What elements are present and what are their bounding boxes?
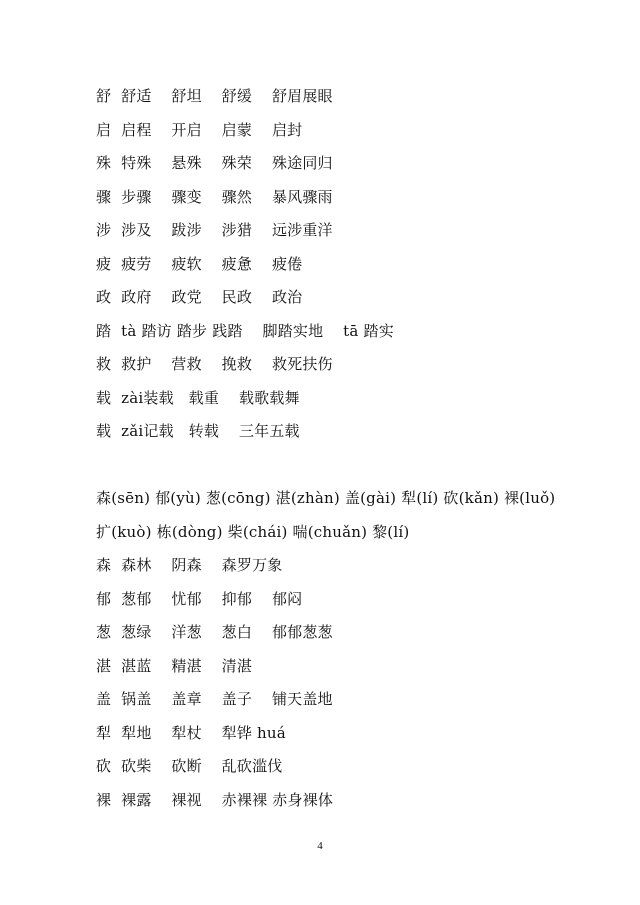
vocab-line: 舒 舒适 舒坦 舒缓 舒眉展眼 xyxy=(96,87,333,105)
page-number: 4 xyxy=(317,840,323,852)
vocab-line: 盖 锅盖 盖章 盖子 铺天盖地 xyxy=(96,690,333,708)
vocab-line: 犁 犁地 犁杖 犁铧 huá xyxy=(96,723,286,742)
vocab-line: 载 zài装载 载重 载歌载舞 xyxy=(96,388,300,407)
vocab-line: 殊 特殊 悬殊 殊荣 殊途同归 xyxy=(96,154,333,172)
vocab-line: 裸 裸露 裸视 赤裸裸 赤身裸体 xyxy=(96,790,334,809)
vocab-line: 葱 葱绿 洋葱 葱白 郁郁葱葱 xyxy=(96,623,333,641)
vocabulary-content xyxy=(96,80,596,817)
vocab-line: 骤 步骤 骤变 骤然 暴风骤雨 xyxy=(96,187,333,206)
vocab-line: 载 zǎi记载 转载 三年五载 xyxy=(96,422,300,440)
vocab-line: 涉 涉及 跋涉 涉猎 远涉重洋 xyxy=(96,221,333,239)
vocab-line: 救 救护 营救 挽救 救死扶伤 xyxy=(96,355,333,373)
vocab-line: 森 森林 阴森 森罗万象 xyxy=(96,556,283,574)
pinyin-line: 扩(kuò) 栋(dòng) 柴(chái) 喘(chuǎn) 黎(lí) xyxy=(96,522,410,541)
vocab-line: 湛 湛蓝 精湛 清湛 xyxy=(96,656,253,675)
vocab-line: 踏 tà 踏访 踏步 践踏 脚踏实地 tā 踏实 xyxy=(96,321,394,340)
vocab-line: 政 政府 政党 民政 政治 xyxy=(96,288,303,306)
section-spacer xyxy=(96,449,596,483)
vocab-line: 疲 疲劳 疲软 疲惫 疲倦 xyxy=(96,254,303,273)
pinyin-line: 森(sēn) 郁(yù) 葱(cōng) 湛(zhàn) 盖(gài) 犁(lí) 砍(kǎn) 裸(luǒ) xyxy=(96,489,556,507)
vocab-line: 郁 葱郁 忧郁 抑郁 郁闷 xyxy=(96,589,303,608)
vocab-line: 砍 砍柴 砍断 乱砍滥伐 xyxy=(96,757,283,775)
vocab-line: 启 启程 开启 启蒙 启封 xyxy=(96,120,303,139)
